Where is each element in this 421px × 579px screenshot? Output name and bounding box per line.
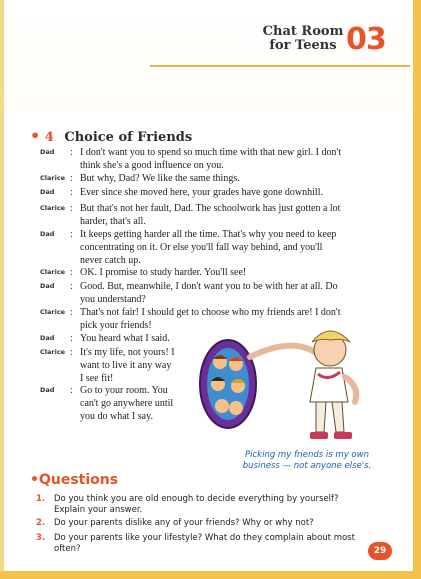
dialogue-entry (30, 172, 401, 185)
question-item (36, 518, 396, 529)
dialogue-line: It's my life, not yours! I (80, 347, 175, 358)
dialogue-entry (30, 202, 401, 228)
speaker-name: Dad (40, 282, 55, 290)
dialogue-entry (30, 146, 401, 172)
colon-separator: : (70, 307, 73, 318)
girl-figure-icon (250, 331, 356, 439)
dialogue-line: But that's not her fault, Dad. The schoolwork has just gotten a lot (80, 203, 341, 214)
dialogue-line: you do what I say. (80, 411, 153, 422)
colon-separator: : (70, 385, 73, 396)
frame-right (413, 0, 421, 579)
cartoon-illustration (190, 322, 400, 452)
frame-left (0, 0, 4, 579)
chat-room-title (258, 25, 348, 53)
colon-separator: : (70, 203, 73, 214)
colon-separator: : (70, 267, 73, 278)
dialogue-entry (30, 228, 401, 267)
colon-separator: : (70, 173, 73, 184)
questions-title: Questions (38, 472, 119, 488)
dialogue-line: want to live it any way (80, 360, 172, 371)
title-line-1: Chat Room (262, 24, 344, 39)
questions-heading (30, 472, 118, 488)
dialogue-line: concentrating on it. Or else you'll fall way behind, and you'll (80, 242, 323, 253)
colon-separator: : (70, 147, 73, 158)
speaker-name: Clarice (40, 268, 66, 276)
speaker-name: Clarice (40, 308, 66, 316)
speaker-name: Dad (40, 188, 55, 196)
dialogue-entry (30, 280, 401, 306)
dialogue-line: I don't want you to spend so much time with that new girl. I don't (80, 147, 342, 158)
dialogue-line: pick your friends! (80, 320, 152, 331)
dialogue-line: That's not fair! I should get to choose who my friends are! I don't (80, 307, 341, 318)
colon-separator: : (70, 333, 73, 344)
question-text: Explain your answer. (54, 505, 143, 515)
page-number-badge: 29 (368, 542, 392, 560)
question-text: Do your parents like your lifestyle? What do they complain about most (54, 533, 355, 543)
dialogue-line: you understand? (80, 294, 146, 305)
dialogue-line: can't go anywhere until (80, 398, 174, 409)
dialogue-line: Good. But, meanwhile, I don't want you to be with her at all. Do (80, 281, 338, 292)
dialogue-line: harder, that's all. (80, 216, 146, 227)
frame-bottom (0, 571, 421, 579)
header-rule (150, 65, 410, 67)
question-item (36, 533, 396, 555)
colon-separator: : (70, 281, 73, 292)
section-title: Choice of Friends (64, 130, 193, 145)
dialogue-line: Ever since she moved here, your grades have gone downhill. (80, 187, 323, 198)
question-item (36, 494, 396, 516)
dialogue-line: But why, Dad? We like the same things. (80, 173, 240, 184)
colon-separator: : (70, 229, 73, 240)
caption-line: business — not anyone else's. (242, 461, 372, 471)
bullet-icon: • (30, 472, 39, 488)
dialogue-entry (30, 266, 401, 279)
dialogue-line: Go to your room. You (80, 385, 168, 396)
dialogue-line: OK. I promise to study harder. You'll see! (80, 267, 247, 278)
question-text: often? (54, 544, 81, 554)
picture-frame-icon (200, 340, 256, 428)
dialogue-line: I see fit! (80, 373, 114, 384)
dialogue-line: It keeps getting harder all the time. That's why you need to keep (80, 229, 337, 240)
dialogue-line: You heard what I said. (80, 333, 170, 344)
dialogue-line: never catch up. (80, 255, 141, 266)
question-text: Do your parents dislike any of your friends? Why or why not? (54, 518, 314, 528)
colon-separator: : (70, 347, 73, 358)
speaker-name: Dad (40, 386, 55, 394)
caption-line: Picking my friends is my own (245, 450, 369, 460)
dialogue-entry (30, 186, 401, 199)
question-text: Do you think you are old enough to decide everything by yourself? (54, 494, 339, 504)
speaker-name: Clarice (40, 174, 66, 182)
question-number: 1. (36, 494, 46, 504)
section-number: 4 (44, 130, 54, 145)
question-number: 3. (36, 533, 46, 543)
speaker-name: Dad (40, 230, 55, 238)
illustration-caption (232, 450, 382, 472)
speaker-name: Clarice (40, 348, 66, 356)
title-line-2: for Teens (269, 38, 337, 53)
colon-separator: : (70, 187, 73, 198)
section-heading (30, 126, 192, 145)
speaker-name: Dad (40, 148, 55, 156)
speaker-name: Clarice (40, 204, 66, 212)
bullet-icon: • (30, 126, 41, 145)
speaker-name: Dad (40, 334, 55, 342)
dialogue-line: think she's a good influence on you. (80, 160, 224, 171)
question-number: 2. (36, 518, 46, 528)
unit-number: 03 (346, 22, 386, 57)
